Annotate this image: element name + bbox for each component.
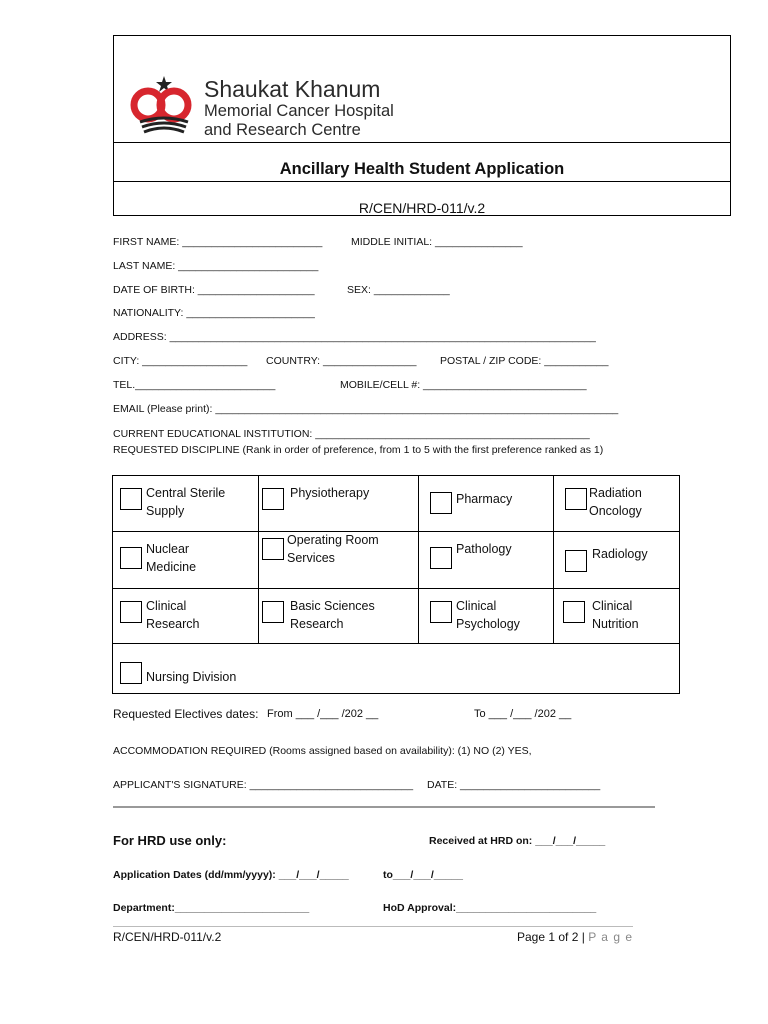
checkbox-operating-room-services[interactable] — [262, 538, 284, 560]
discipline-label: Nursing Division — [146, 670, 237, 684]
electives-label: Requested Electives dates: — [113, 707, 259, 721]
last-name-field[interactable]: LAST NAME: ________________________ — [113, 260, 319, 272]
footer-page-number — [517, 930, 633, 944]
checkbox-pathology[interactable] — [430, 547, 452, 569]
signature-date-field[interactable]: DATE: ________________________ — [427, 779, 601, 791]
telephone-field[interactable]: TEL.________________________ — [113, 379, 276, 391]
email-field[interactable]: EMAIL (Please print): _____________________________________________________________________ — [113, 403, 619, 415]
department-field[interactable]: Department:_______________________ — [113, 902, 310, 914]
discipline-label: Clinical Research — [146, 599, 200, 632]
checkbox-central-sterile-supply[interactable] — [120, 488, 142, 510]
checkbox-pharmacy[interactable] — [430, 492, 452, 514]
header-box — [113, 35, 731, 216]
discipline-label: Pathology — [456, 542, 512, 556]
nationality-field[interactable]: NATIONALITY: ______________________ — [113, 307, 315, 319]
form-code: R/CEN/HRD-011/v.2 — [358, 200, 486, 216]
header-divider — [114, 181, 730, 182]
discipline-label: Clinical Psychology — [456, 599, 520, 632]
electives-to-field[interactable]: To ___ /___ /202 __ — [474, 708, 572, 720]
discipline-label: Radiology — [592, 547, 648, 561]
grid-col-line — [258, 476, 259, 643]
applicant-signature-field[interactable]: APPLICANT'S SIGNATURE: ____________________________ — [113, 779, 414, 791]
org-name-line3: and Research Centre — [204, 120, 361, 139]
discipline-label: Clinical Nutrition — [592, 599, 639, 632]
country-field[interactable]: COUNTRY: ________________ — [266, 355, 417, 367]
checkbox-radiation-oncology[interactable] — [565, 488, 587, 510]
date-of-birth-field[interactable]: DATE OF BIRTH: ____________________ — [113, 284, 315, 296]
middle-initial-field[interactable]: MIDDLE INITIAL: _______________ — [351, 236, 523, 248]
received-at-hrd-field[interactable]: Received at HRD on: ___/___/_____ — [429, 835, 606, 847]
discipline-label: Nuclear Medicine — [146, 542, 197, 575]
discipline-grid — [112, 475, 680, 694]
hod-approval-field[interactable]: HoD Approval:________________________ — [383, 902, 597, 914]
org-name-line2: Memorial Cancer Hospital — [204, 102, 394, 120]
first-name-field[interactable]: FIRST NAME: ________________________ — [113, 236, 323, 248]
checkbox-radiology[interactable] — [565, 550, 587, 572]
page-word: P a g e — [588, 930, 633, 944]
mobile-field[interactable]: MOBILE/CELL #: ____________________________ — [340, 379, 587, 391]
grid-col-line — [418, 476, 419, 643]
city-field[interactable]: CITY: __________________ — [113, 355, 248, 367]
org-name-line1: Shaukat Khanum — [204, 76, 381, 102]
checkbox-physiotherapy[interactable] — [262, 488, 284, 510]
address-field[interactable]: ADDRESS: _________________________________________________________________________ — [113, 331, 596, 343]
checkbox-clinical-research[interactable] — [120, 601, 142, 623]
discipline-label: Radiation Oncology — [589, 486, 642, 519]
footer-form-code: R/CEN/HRD-011/v.2 — [113, 930, 222, 944]
checkbox-nuclear-medicine[interactable] — [120, 547, 142, 569]
postal-code-field[interactable]: POSTAL / ZIP CODE: ___________ — [440, 355, 609, 367]
discipline-label: Physiotherapy — [290, 486, 370, 500]
checkbox-nursing-division[interactable] — [120, 662, 142, 684]
discipline-label: Basic Sciences Research — [290, 599, 375, 632]
electives-from-field[interactable]: From ___ /___ /202 __ — [267, 708, 379, 720]
checkbox-basic-sciences-research[interactable] — [262, 601, 284, 623]
discipline-label: Operating Room Services — [287, 533, 379, 566]
accommodation-field[interactable]: ACCOMMODATION REQUIRED (Rooms assigned based on availability): (1) NO (2) YES, — [113, 745, 532, 757]
application-dates-field[interactable]: Application Dates (dd/mm/yyyy): ___/___/_____ — [113, 869, 349, 881]
section-separator — [113, 806, 655, 808]
checkbox-clinical-psychology[interactable] — [430, 601, 452, 623]
hrd-heading: For HRD use only: — [113, 833, 227, 848]
discipline-label: Pharmacy — [456, 492, 513, 506]
grid-row-line — [113, 643, 679, 644]
page-count: Page 1 of 2 | — [517, 930, 585, 944]
institution-field[interactable]: CURRENT EDUCATIONAL INSTITUTION: _______________________________________________ — [113, 428, 590, 440]
application-dates-to-field[interactable]: to___/___/_____ — [383, 869, 463, 881]
header-divider — [114, 142, 730, 143]
form-title: Ancillary Health Student Application — [279, 160, 565, 178]
hospital-logo-icon — [128, 74, 200, 136]
organization-name — [204, 78, 394, 138]
discipline-instruction: REQUESTED DISCIPLINE (Rank in order of preference, from 1 to 5 with the first preference ranked as 1) — [113, 444, 604, 456]
grid-row-line — [113, 588, 679, 589]
checkbox-clinical-nutrition[interactable] — [563, 601, 585, 623]
sex-field[interactable]: SEX: _____________ — [347, 284, 450, 296]
grid-col-line — [553, 476, 554, 643]
grid-row-line — [113, 531, 679, 532]
discipline-label: Central Sterile Supply — [146, 486, 226, 519]
footer-rule — [113, 926, 633, 927]
